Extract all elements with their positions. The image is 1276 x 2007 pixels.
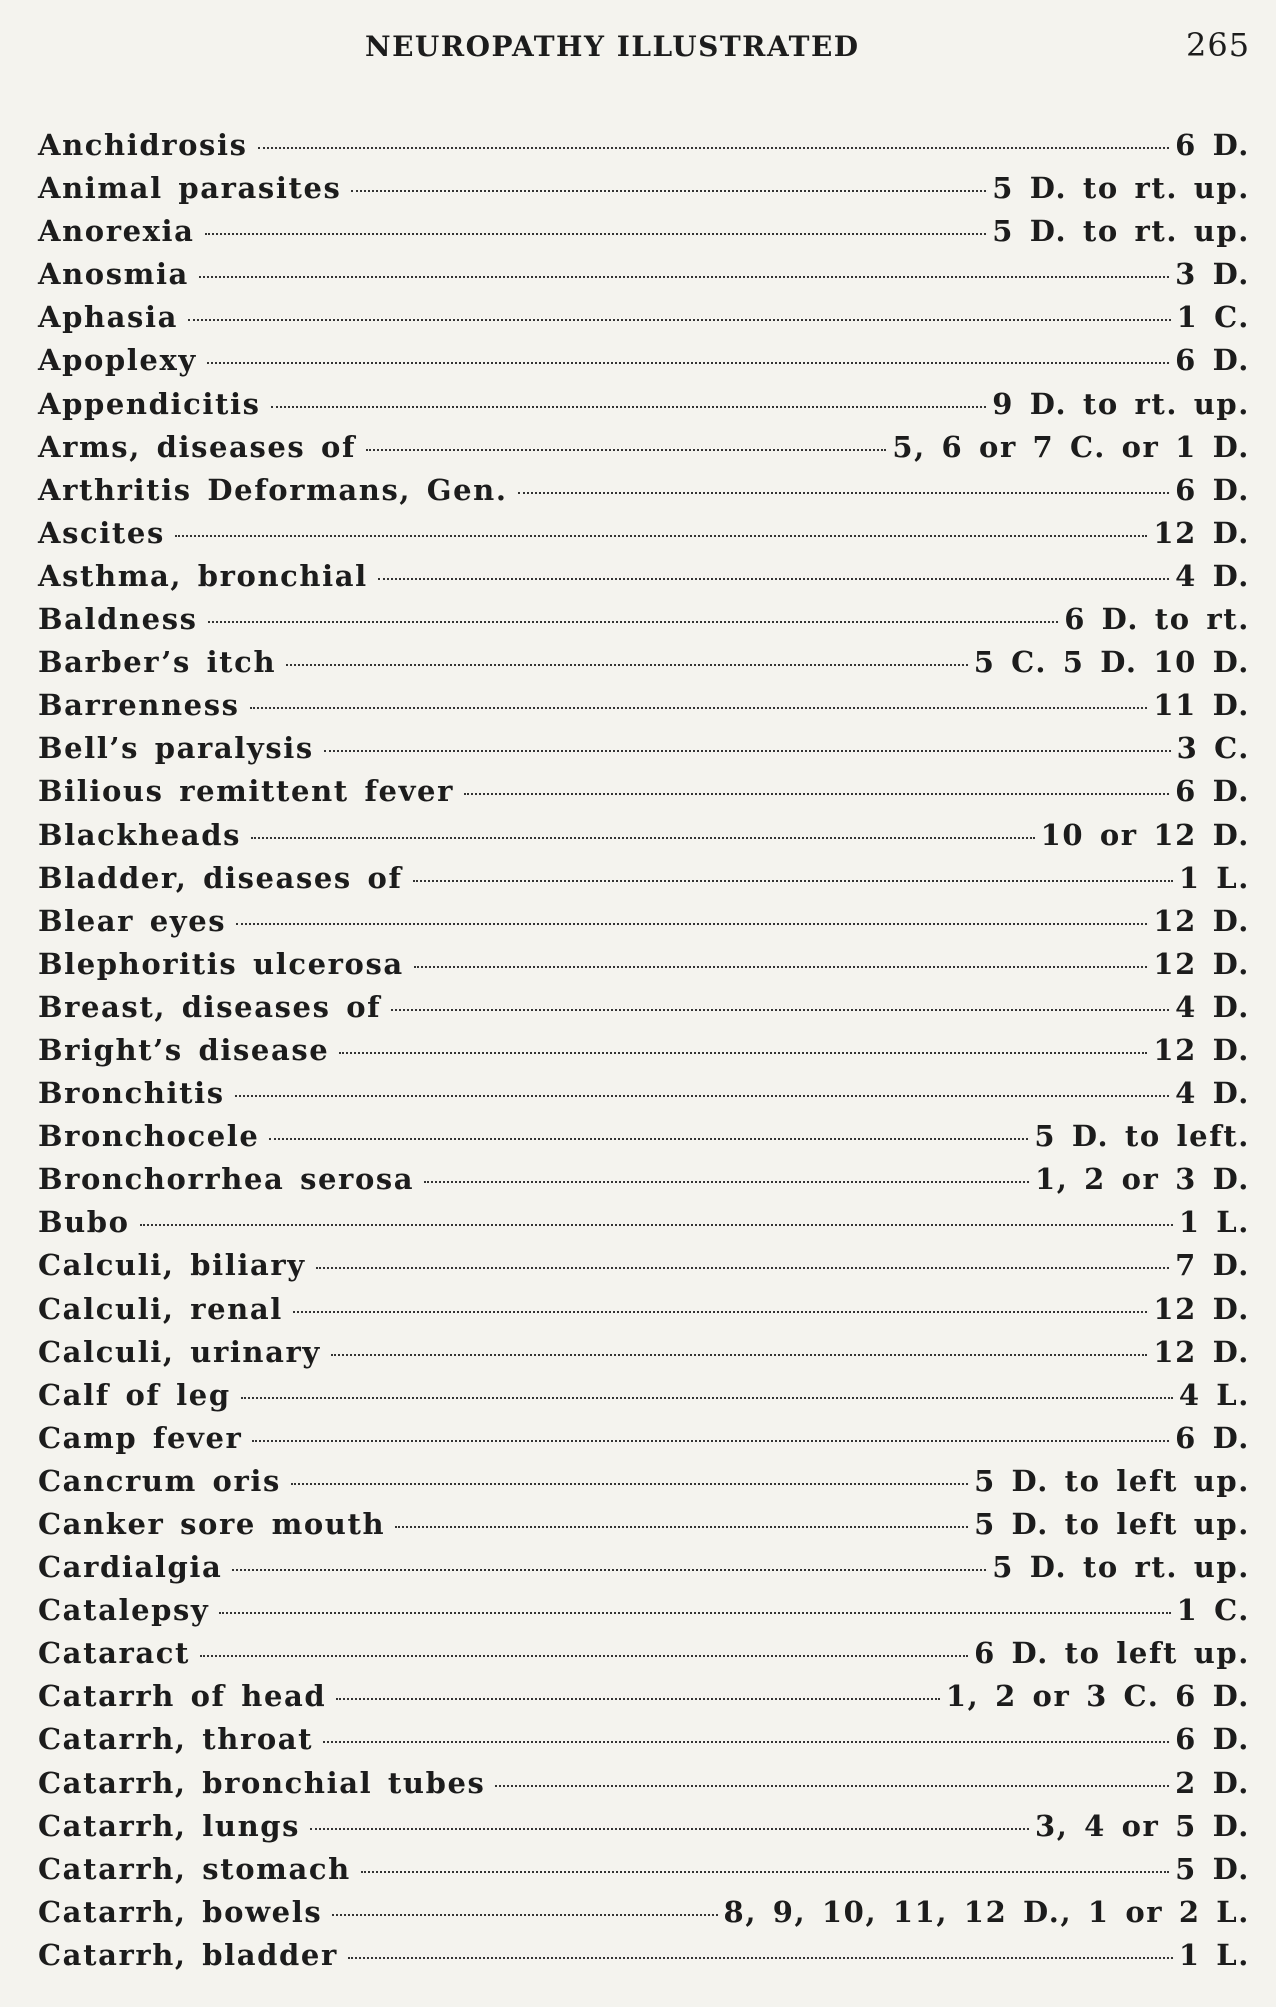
- index-entry: [38, 128, 1250, 171]
- dot-leader: [199, 276, 1169, 278]
- entry-reference: 5 D.: [1175, 1851, 1250, 1886]
- entry-reference: 12 D.: [1153, 1334, 1250, 1369]
- dot-leader: [351, 190, 986, 192]
- entry-term: Anosmia: [38, 257, 189, 292]
- index-entry: [38, 1162, 1250, 1205]
- index-entry: [38, 688, 1250, 731]
- dot-leader: [258, 147, 1170, 149]
- index-entry: [38, 516, 1250, 559]
- dot-leader: [310, 1828, 1029, 1830]
- index-entry: [38, 904, 1250, 947]
- index-entry: [38, 1292, 1250, 1335]
- entry-reference: 4 D.: [1175, 558, 1250, 593]
- dot-leader: [414, 966, 1148, 968]
- entry-term: Bell’s paralysis: [38, 731, 314, 766]
- entry-reference: 5 C. 5 D. 10 D.: [973, 645, 1250, 680]
- entry-term: Cancrum oris: [38, 1463, 281, 1498]
- entry-term: Cardialgia: [38, 1550, 223, 1585]
- index-entry: [38, 1722, 1250, 1765]
- entry-reference: 12 D.: [1153, 515, 1250, 550]
- index-entry: [38, 559, 1250, 602]
- entry-term: Catarrh, bladder: [38, 1937, 338, 1972]
- index-entry: [38, 1809, 1250, 1852]
- index-entry: [38, 1507, 1250, 1550]
- dot-leader: [175, 535, 1147, 537]
- index-entry: [38, 947, 1250, 990]
- dot-leader: [208, 621, 1059, 623]
- entry-reference: 4 L.: [1178, 1377, 1250, 1412]
- entry-reference: 1, 2 or 3 D.: [1034, 1162, 1250, 1197]
- dot-leader: [323, 1741, 1169, 1743]
- entry-reference: 7 D.: [1175, 1248, 1250, 1283]
- dot-leader: [395, 1526, 968, 1528]
- entry-reference: 1, 2 or 3 C. 6 D.: [945, 1679, 1250, 1714]
- entry-term: Bilious remittent fever: [38, 774, 454, 809]
- index-entry: [38, 473, 1250, 516]
- index-entry: [38, 990, 1250, 1033]
- index-entry: [38, 731, 1250, 774]
- entry-term: Blear eyes: [38, 903, 227, 938]
- index-entry: [38, 1938, 1250, 1981]
- entry-term: Catarrh, bowels: [38, 1894, 323, 1929]
- index-entry: [38, 430, 1250, 473]
- dot-leader: [271, 406, 987, 408]
- index-entry: [38, 300, 1250, 343]
- dot-leader: [241, 1397, 1173, 1399]
- entry-reference: 6 D.: [1175, 1722, 1250, 1757]
- dot-leader: [286, 664, 968, 666]
- entry-term: Asthma, bronchial: [38, 558, 368, 593]
- dot-leader: [424, 1181, 1029, 1183]
- entry-reference: 12 D.: [1153, 903, 1250, 938]
- entry-reference: 3 C.: [1176, 731, 1250, 766]
- dot-leader: [252, 1440, 1169, 1442]
- dot-leader: [366, 449, 886, 451]
- entry-reference: 12 D.: [1153, 1032, 1250, 1067]
- entry-term: Calculi, urinary: [38, 1334, 321, 1369]
- entry-term: Calculi, renal: [38, 1291, 283, 1326]
- index-entry: [38, 1205, 1250, 1248]
- index-entry: [38, 861, 1250, 904]
- dot-leader: [188, 319, 1171, 321]
- entry-term: Appendicitis: [38, 386, 261, 421]
- dot-leader: [339, 1052, 1147, 1054]
- index-entry: [38, 818, 1250, 861]
- dot-leader: [464, 793, 1169, 795]
- index-entry: [38, 1636, 1250, 1679]
- index-entry: [38, 1033, 1250, 1076]
- entry-term: Calculi, biliary: [38, 1248, 306, 1283]
- entry-reference: 3 D.: [1175, 257, 1250, 292]
- entry-reference: 1 L.: [1178, 860, 1250, 895]
- entry-term: Bubo: [38, 1205, 130, 1240]
- entry-reference: 6 D.: [1175, 1420, 1250, 1455]
- entry-reference: 6 D.: [1175, 128, 1250, 162]
- entry-term: Catalepsy: [38, 1593, 210, 1628]
- dot-leader: [269, 1138, 1028, 1140]
- dot-leader: [518, 492, 1170, 494]
- dot-leader: [219, 1612, 1170, 1614]
- entry-reference: 1 C.: [1176, 300, 1250, 335]
- entry-term: Bronchitis: [38, 1076, 225, 1111]
- entry-reference: 5 D. to rt. up.: [992, 171, 1250, 206]
- index-entry: [38, 343, 1250, 386]
- entry-term: Aphasia: [38, 300, 178, 335]
- index-entry: [38, 1076, 1250, 1119]
- dot-leader: [236, 923, 1147, 925]
- entry-term: Cataract: [38, 1636, 190, 1671]
- page-header: [0, 22, 1276, 72]
- dot-leader: [251, 837, 1035, 839]
- entry-reference: 6 D. to left up.: [974, 1636, 1250, 1671]
- dot-leader: [331, 1354, 1147, 1356]
- index-entry: [38, 1335, 1250, 1378]
- entry-term: Barrenness: [38, 688, 240, 723]
- entry-reference: 12 D.: [1153, 946, 1250, 981]
- entry-term: Catarrh, bronchial tubes: [38, 1765, 486, 1800]
- index-entry: [38, 171, 1250, 214]
- dot-leader: [250, 707, 1148, 709]
- index-entry: [38, 1421, 1250, 1464]
- entry-reference: 9 D. to rt. up.: [992, 386, 1250, 421]
- entry-term: Barber’s itch: [38, 645, 277, 680]
- entry-reference: 6 D.: [1175, 774, 1250, 809]
- index-entry: [38, 387, 1250, 430]
- dot-leader: [378, 578, 1169, 580]
- entry-term: Camp fever: [38, 1420, 243, 1455]
- entry-reference: 4 D.: [1175, 1076, 1250, 1111]
- dot-leader: [232, 1569, 986, 1571]
- dot-leader: [332, 1914, 717, 1916]
- dot-leader: [316, 1267, 1169, 1269]
- entry-reference: 5, 6 or 7 C. or 1 D.: [892, 429, 1250, 464]
- dot-leader: [361, 1871, 1169, 1873]
- index-entry: [38, 214, 1250, 257]
- entry-reference: 10 or 12 D.: [1040, 817, 1250, 852]
- index-entry: [38, 645, 1250, 688]
- entry-reference: 1 C.: [1176, 1593, 1250, 1628]
- entry-term: Bright’s disease: [38, 1032, 330, 1067]
- index-entry: [38, 602, 1250, 645]
- entry-term: Apoplexy: [38, 343, 197, 378]
- entry-reference: 8, 9, 10, 11, 12 D., 1 or 2 L.: [723, 1894, 1250, 1929]
- entry-term: Bronchocele: [38, 1119, 260, 1154]
- index-list: [38, 128, 1250, 1981]
- dot-leader: [391, 1009, 1169, 1011]
- entry-reference: 1 L.: [1178, 1205, 1250, 1240]
- index-entry: [38, 1766, 1250, 1809]
- entry-reference: 5 D. to rt. up.: [992, 214, 1250, 249]
- entry-reference: 3, 4 or 5 D.: [1034, 1808, 1250, 1843]
- dot-leader: [495, 1785, 1169, 1787]
- index-entry: [38, 774, 1250, 817]
- entry-term: Baldness: [38, 602, 198, 637]
- entry-term: Arms, diseases of: [38, 429, 357, 464]
- entry-term: Catarrh of head: [38, 1679, 327, 1714]
- entry-term: Blephoritis ulcerosa: [38, 946, 404, 981]
- entry-reference: 11 D.: [1153, 688, 1250, 723]
- entry-term: Bronchorrhea serosa: [38, 1162, 415, 1197]
- entry-reference: 2 D.: [1175, 1765, 1250, 1800]
- dot-leader: [293, 1311, 1147, 1313]
- dot-leader: [200, 1655, 968, 1657]
- index-entry: [38, 257, 1250, 300]
- dot-leader: [413, 880, 1173, 882]
- dot-leader: [324, 750, 1171, 752]
- entry-reference: 6 D.: [1175, 343, 1250, 378]
- entry-reference: 5 D. to rt. up.: [992, 1550, 1250, 1585]
- entry-term: Calf of leg: [38, 1377, 231, 1412]
- index-entry: [38, 1550, 1250, 1593]
- index-entry: [38, 1852, 1250, 1895]
- index-entry: [38, 1895, 1250, 1938]
- dot-leader: [205, 233, 987, 235]
- index-entry: [38, 1119, 1250, 1162]
- dot-leader: [140, 1224, 1173, 1226]
- entry-reference: 1 L.: [1178, 1937, 1250, 1972]
- entry-reference: 5 D. to left up.: [974, 1463, 1250, 1498]
- entry-term: Catarrh, throat: [38, 1722, 314, 1757]
- entry-term: Catarrh, lungs: [38, 1808, 301, 1843]
- dot-leader: [235, 1095, 1169, 1097]
- entry-term: Arthritis Deformans, Gen.: [38, 472, 508, 507]
- dot-leader: [348, 1957, 1173, 1959]
- entry-term: Animal parasites: [38, 171, 342, 206]
- entry-term: Blackheads: [38, 817, 241, 852]
- dot-leader: [336, 1698, 940, 1700]
- index-entry: [38, 1378, 1250, 1421]
- entry-term: Anchidrosis: [38, 128, 248, 162]
- page-number: 265: [1186, 26, 1251, 64]
- entry-reference: 5 D. to left up.: [974, 1507, 1250, 1541]
- dot-leader: [291, 1483, 968, 1485]
- index-entry: [38, 1248, 1250, 1291]
- entry-reference: 6 D.: [1175, 472, 1250, 507]
- entry-term: Ascites: [38, 515, 165, 550]
- entry-reference: 5 D. to left.: [1034, 1119, 1250, 1154]
- entry-reference: 12 D.: [1153, 1291, 1250, 1326]
- entry-term: Canker sore mouth: [38, 1507, 386, 1541]
- entry-reference: 4 D.: [1175, 989, 1250, 1024]
- dot-leader: [207, 362, 1169, 364]
- entry-term: Bladder, diseases of: [38, 860, 403, 895]
- entry-reference: 6 D. to rt.: [1064, 602, 1250, 637]
- running-title: NEUROPATHY ILLUSTRATED: [365, 30, 860, 63]
- index-entry: [38, 1679, 1250, 1722]
- entry-term: Breast, diseases of: [38, 989, 382, 1024]
- entry-term: Catarrh, stomach: [38, 1851, 351, 1886]
- entry-term: Anorexia: [38, 214, 195, 249]
- index-entry: [38, 1464, 1250, 1507]
- index-entry: [38, 1593, 1250, 1636]
